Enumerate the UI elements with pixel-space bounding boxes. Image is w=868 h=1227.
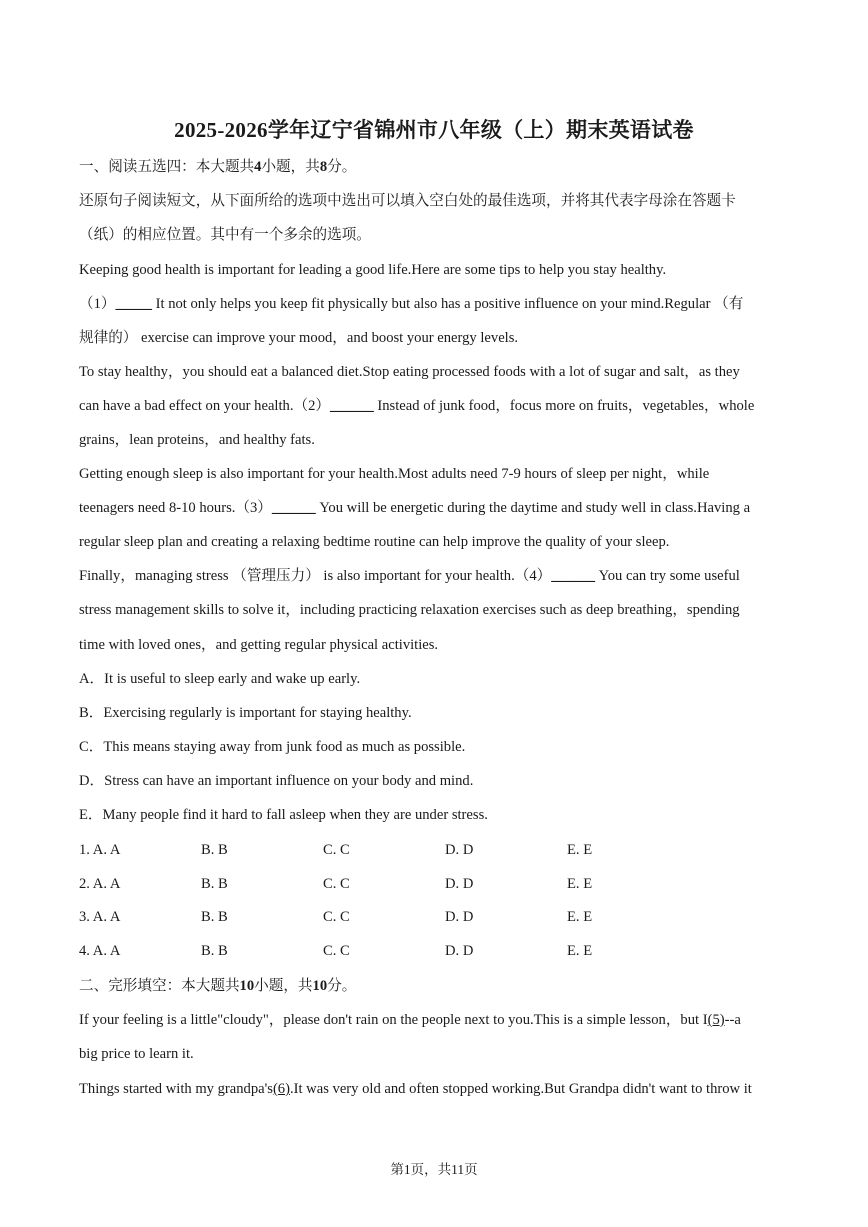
option-e: E．Many people find it hard to fall asleep when they are under stress. (79, 807, 488, 823)
passage-line: stress management skills to solve it，including practicing relaxation exercises such as deep breathing，spending (79, 602, 740, 618)
answer-choice-a[interactable]: 2. A. A (79, 876, 121, 892)
passage-line: can have a bad effect on your health.（2）______ Instead of junk food，focus more on fruits，vegetables，whole (79, 398, 755, 414)
answer-choice-c[interactable]: C. C (323, 943, 350, 959)
answer-row-4 (79, 941, 799, 961)
section-2-count: 10 (239, 978, 255, 994)
answer-choice-e[interactable]: E. E (567, 909, 593, 925)
answer-choice-d[interactable]: D. D (445, 909, 474, 925)
blank-3: ______ (271, 500, 316, 516)
passage-line: grains，lean proteins，and healthy fats. (79, 432, 315, 448)
answer-choice-e[interactable]: E. E (567, 943, 593, 959)
cloze-line: big price to learn it. (79, 1046, 194, 1062)
section-2-heading: 二、完形填空：本大题共10小题，共10分。 (79, 978, 357, 994)
answer-choice-b[interactable]: B. B (201, 842, 228, 858)
page-number-footer: 第1页，共11页 (390, 1162, 478, 1177)
section-1-score: 8 (319, 159, 328, 175)
passage-line: To stay healthy，you should eat a balanced diet.Stop eating processed foods with a lot of sugar and salt，as they (79, 364, 740, 380)
answer-choice-c[interactable]: C. C (323, 842, 350, 858)
cloze-blank-6: (6) (272, 1081, 290, 1097)
answer-choice-e[interactable]: E. E (567, 876, 593, 892)
cloze-line: Things started with my grandpa's(6).It was very old and often stopped working.But Grandpa didn't want to throw it (79, 1081, 752, 1097)
answer-row-3 (79, 907, 799, 927)
answer-choice-d[interactable]: D. D (445, 943, 474, 959)
passage-line: （1）_____ It not only helps you keep fit physically but also has a positive influence on your mind.Regular （有 (79, 296, 744, 312)
answer-choice-a[interactable]: 1. A. A (79, 842, 121, 858)
instruction-line-1: 还原句子阅读短文，从下面所给的选项中选出可以填入空白处的最佳选项，并将其代表字母涂在答题卡 (79, 193, 736, 209)
answer-choice-b[interactable]: B. B (201, 943, 228, 959)
passage-line: time with loved ones，and getting regular physical activities. (79, 637, 439, 653)
answer-row-1 (79, 840, 799, 860)
blank-4: ______ (551, 568, 595, 584)
option-a: A．It is useful to sleep early and wake up early. (79, 671, 361, 687)
blank-2: ______ (329, 398, 374, 414)
section-1-count: 4 (254, 159, 262, 175)
section-2-score: 10 (312, 978, 328, 994)
passage-line: Getting enough sleep is also important for your health.Most adults need 7-9 hours of sleep per night，while (79, 466, 710, 482)
cloze-blank-5: (5) (707, 1012, 725, 1028)
blank-1: _____ (115, 296, 152, 312)
passage-line: regular sleep plan and creating a relaxing bedtime routine can help improve the quality of your sleep. (79, 534, 670, 550)
cloze-line: If your feeling is a little"cloudy"，please don't rain on the people next to you.This is a simple lesson，but I(5)--a (79, 1012, 741, 1028)
option-d: D．Stress can have an important influence on your body and mind. (79, 773, 474, 789)
answer-choice-b[interactable]: B. B (201, 876, 228, 892)
answer-choice-d[interactable]: D. D (445, 842, 474, 858)
exam-title: 2025-2026学年辽宁省锦州市八年级（上）期末英语试卷 (174, 118, 694, 142)
answer-choice-b[interactable]: B. B (201, 909, 228, 925)
passage-line: 规律的） exercise can improve your mood，and boost your energy levels. (79, 330, 519, 346)
section-1-heading: 一、阅读五选四：本大题共4小题，共8分。 (79, 159, 357, 175)
answer-choice-a[interactable]: 3. A. A (79, 909, 121, 925)
answer-choice-e[interactable]: E. E (567, 842, 593, 858)
answer-choice-a[interactable]: 4. A. A (79, 943, 121, 959)
answer-choice-d[interactable]: D. D (445, 876, 474, 892)
answer-choice-c[interactable]: C. C (323, 909, 350, 925)
option-c: C．This means staying away from junk food as much as possible. (79, 739, 466, 755)
passage-line: teenagers need 8-10 hours.（3）______ You will be energetic during the daytime and study well in class.Having a (79, 500, 751, 516)
passage-line: Finally，managing stress （管理压力） is also important for your health.（4）______ You can try some useful (79, 568, 740, 584)
answer-choice-c[interactable]: C. C (323, 876, 350, 892)
answer-row-2 (79, 874, 799, 894)
instruction-line-2: （纸）的相应位置。其中有一个多余的选项。 (79, 227, 371, 243)
option-b: B．Exercising regularly is important for staying healthy. (79, 705, 412, 721)
passage-line: Keeping good health is important for leading a good life.Here are some tips to help you stay healthy. (79, 262, 667, 278)
